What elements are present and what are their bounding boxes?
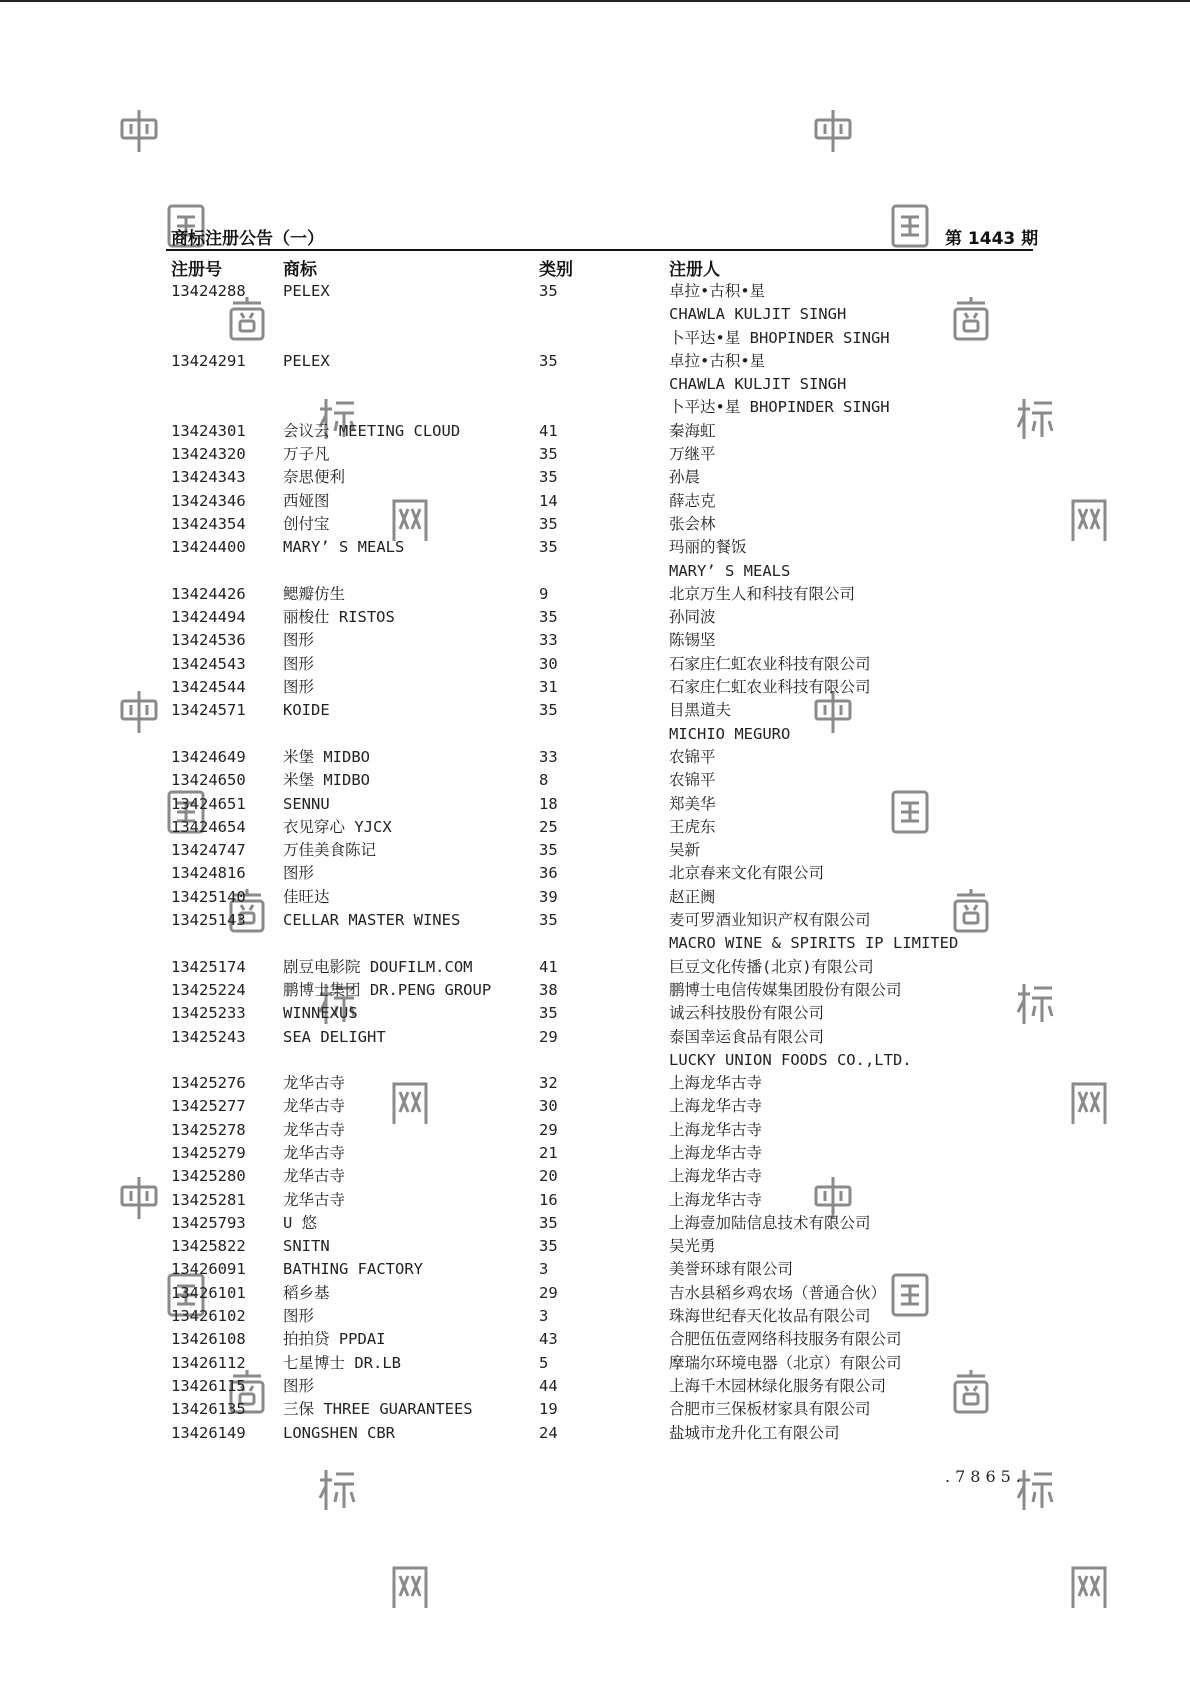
class-cell: 38 <box>539 980 558 999</box>
reg-no-cell: 13424291 <box>171 351 246 370</box>
wang-watermark-icon <box>1069 1564 1109 1610</box>
owner-cell: 卜平达•星 BHOPINDER SINGH <box>669 398 890 417</box>
table-row <box>0 1026 1190 1049</box>
table-row <box>0 862 1190 885</box>
owner-cell: 泰国幸运食品有限公司 <box>669 1027 825 1046</box>
owner-cell: 吉水县稻乡鸡农场（普通合伙） <box>669 1283 887 1302</box>
table-row <box>0 653 1190 676</box>
mark-cell: 图形 <box>283 1307 315 1326</box>
table-row <box>0 1352 1190 1375</box>
mark-cell: MARY’ S MEALS <box>283 538 405 557</box>
table-row <box>0 1305 1190 1328</box>
reg-no-cell: 13424651 <box>171 794 246 813</box>
table-row <box>0 1072 1190 1095</box>
mark-cell: 龙华古寺 <box>283 1097 346 1116</box>
mark-cell: WINNEXUS <box>283 1004 358 1023</box>
zhong-watermark-icon <box>119 108 159 154</box>
table-row <box>0 1282 1190 1305</box>
reg-no-cell: 13425278 <box>171 1120 246 1139</box>
owner-cell: MARY’ S MEALS <box>669 561 791 580</box>
reg-no-cell: 13425243 <box>171 1027 246 1046</box>
owner-cell: 上海龙华古寺 <box>669 1143 763 1162</box>
class-cell: 8 <box>539 771 549 790</box>
top-border <box>0 0 1190 2</box>
trademark-table <box>0 280 1190 1445</box>
class-cell: 35 <box>539 911 558 930</box>
table-row <box>0 746 1190 769</box>
class-cell: 41 <box>539 957 558 976</box>
owner-cell: 摩瑞尔环境电器（北京）有限公司 <box>669 1353 902 1372</box>
class-cell: 35 <box>539 701 558 720</box>
table-row <box>0 1422 1190 1445</box>
biao-watermark-icon <box>317 1466 357 1512</box>
owner-cell: MACRO WINE & SPIRITS IP LIMITED <box>669 934 959 953</box>
mark-cell: 图形 <box>283 1376 315 1395</box>
owner-cell: 上海龙华古寺 <box>669 1167 763 1186</box>
owner-cell: MICHIO MEGURO <box>669 724 791 743</box>
class-cell: 35 <box>539 1213 558 1232</box>
table-row <box>0 536 1190 559</box>
reg-no-cell: 13424654 <box>171 817 246 836</box>
page-title: 商标注册公告（一） <box>171 229 324 249</box>
class-cell: 16 <box>539 1190 558 1209</box>
table-row <box>0 606 1190 629</box>
class-cell: 19 <box>539 1400 558 1419</box>
owner-cell: 上海壹加陆信息技术有限公司 <box>669 1213 871 1232</box>
guo-watermark-icon <box>890 203 930 249</box>
mark-cell: 会议云 MEETING CLOUD <box>283 421 461 440</box>
table-row <box>0 560 1190 583</box>
reg-no-cell: 13424571 <box>171 701 246 720</box>
page-number: .7865. <box>945 1467 1026 1486</box>
table-row <box>0 839 1190 862</box>
mark-cell: 图形 <box>283 631 315 650</box>
wang-watermark-icon <box>390 1564 430 1610</box>
owner-cell: 秦海虹 <box>669 421 716 440</box>
table-row <box>0 932 1190 955</box>
owner-cell: 上海龙华古寺 <box>669 1190 763 1209</box>
table-row <box>0 490 1190 513</box>
owner-cell: 卜平达•星 BHOPINDER SINGH <box>669 328 890 347</box>
column-header-class: 类别 <box>539 260 573 280</box>
class-cell: 35 <box>539 538 558 557</box>
reg-no-cell: 13424747 <box>171 841 246 860</box>
mark-cell: U 悠 <box>283 1213 318 1232</box>
table-row <box>0 303 1190 326</box>
table-row <box>0 699 1190 722</box>
mark-cell: 图形 <box>283 864 315 883</box>
class-cell: 43 <box>539 1330 558 1349</box>
reg-no-cell: 13424346 <box>171 491 246 510</box>
reg-no-cell: 13424301 <box>171 421 246 440</box>
table-row <box>0 1375 1190 1398</box>
class-cell: 35 <box>539 282 558 300</box>
reg-no-cell: 13425793 <box>171 1213 246 1232</box>
table-row <box>0 979 1190 1002</box>
reg-no-cell: 13424320 <box>171 445 246 464</box>
mark-cell: 米堡 MIDBO <box>283 771 370 790</box>
class-cell: 3 <box>539 1307 549 1326</box>
class-cell: 33 <box>539 747 558 766</box>
table-row <box>0 1212 1190 1235</box>
owner-cell: 王虎东 <box>669 817 716 836</box>
class-cell: 33 <box>539 631 558 650</box>
mark-cell: 龙华古寺 <box>283 1143 346 1162</box>
mark-cell: 万子凡 <box>283 445 330 464</box>
reg-no-cell: 13426112 <box>171 1353 246 1372</box>
owner-cell: 上海龙华古寺 <box>669 1120 763 1139</box>
table-row <box>0 769 1190 792</box>
owner-cell: 陈锡坚 <box>669 631 716 650</box>
table-row <box>0 909 1190 932</box>
class-cell: 30 <box>539 1097 558 1116</box>
table-row <box>0 1189 1190 1212</box>
class-cell: 41 <box>539 421 558 440</box>
reg-no-cell: 13424543 <box>171 654 246 673</box>
table-row <box>0 280 1190 303</box>
class-cell: 20 <box>539 1167 558 1186</box>
class-cell: 14 <box>539 491 558 510</box>
reg-no-cell: 13424426 <box>171 584 246 603</box>
class-cell: 30 <box>539 654 558 673</box>
table-row <box>0 1049 1190 1072</box>
reg-no-cell: 13425233 <box>171 1004 246 1023</box>
owner-cell: 万继平 <box>669 445 716 464</box>
table-row <box>0 1328 1190 1351</box>
mark-cell: LONGSHEN CBR <box>283 1423 395 1442</box>
class-cell: 29 <box>539 1283 558 1302</box>
table-row <box>0 1002 1190 1025</box>
mark-cell: SEA DELIGHT <box>283 1027 386 1046</box>
class-cell: 39 <box>539 887 558 906</box>
mark-cell: 丽梭仕 RISTOS <box>283 608 395 627</box>
class-cell: 25 <box>539 817 558 836</box>
table-row <box>0 1235 1190 1258</box>
issue-number: 第 1443 期 <box>945 229 1039 249</box>
zhong-watermark-icon <box>813 108 853 154</box>
owner-cell: 孙晨 <box>669 468 701 487</box>
mark-cell: BATHING FACTORY <box>283 1260 423 1279</box>
mark-cell: 图形 <box>283 654 315 673</box>
reg-no-cell: 13426149 <box>171 1423 246 1442</box>
class-cell: 35 <box>539 514 558 533</box>
owner-cell: 薛志克 <box>669 491 716 510</box>
mark-cell: PELEX <box>283 282 330 300</box>
reg-no-cell: 13425277 <box>171 1097 246 1116</box>
owner-cell: 巨豆文化传播(北京)有限公司 <box>669 957 874 976</box>
owner-cell: 张会林 <box>669 514 716 533</box>
reg-no-cell: 13426101 <box>171 1283 246 1302</box>
class-cell: 21 <box>539 1143 558 1162</box>
owner-cell: 孙同波 <box>669 608 716 627</box>
class-cell: 5 <box>539 1353 549 1372</box>
mark-cell: 龙华古寺 <box>283 1190 346 1209</box>
mark-cell: SENNU <box>283 794 330 813</box>
owner-cell: 吴新 <box>669 841 701 860</box>
class-cell: 24 <box>539 1423 558 1442</box>
owner-cell: 合肥伍伍壹网络科技服务有限公司 <box>669 1330 902 1349</box>
class-cell: 32 <box>539 1074 558 1093</box>
owner-cell: 郑美华 <box>669 794 716 813</box>
table-row <box>0 583 1190 606</box>
reg-no-cell: 13424288 <box>171 282 246 300</box>
mark-cell: KOIDE <box>283 701 330 720</box>
owner-cell: 麦可罗酒业知识产权有限公司 <box>669 911 871 930</box>
owner-cell: 农锦平 <box>669 771 716 790</box>
class-cell: 35 <box>539 1004 558 1023</box>
table-row <box>0 327 1190 350</box>
mark-cell: 西娅图 <box>283 491 330 510</box>
column-header-mark: 商标 <box>283 260 317 280</box>
mark-cell: 拍拍贷 PPDAI <box>283 1330 386 1349</box>
reg-no-cell: 13424354 <box>171 514 246 533</box>
class-cell: 31 <box>539 678 558 697</box>
table-row <box>0 816 1190 839</box>
reg-no-cell: 13424816 <box>171 864 246 883</box>
column-header-reg-no: 注册号 <box>171 260 222 280</box>
class-cell: 44 <box>539 1376 558 1395</box>
owner-cell: 诚云科技股份有限公司 <box>669 1004 825 1023</box>
reg-no-cell: 13426108 <box>171 1330 246 1349</box>
table-row <box>0 396 1190 419</box>
header-rule <box>166 249 1033 251</box>
owner-cell: 盐城市龙升化工有限公司 <box>669 1423 840 1442</box>
owner-cell: 玛丽的餐饭 <box>669 538 747 557</box>
table-row <box>0 629 1190 652</box>
owner-cell: 上海龙华古寺 <box>669 1097 763 1116</box>
class-cell: 35 <box>539 608 558 627</box>
reg-no-cell: 13424494 <box>171 608 246 627</box>
class-cell: 35 <box>539 841 558 860</box>
mark-cell: 衣见穿心 YJCX <box>283 817 392 836</box>
class-cell: 29 <box>539 1027 558 1046</box>
table-row <box>0 420 1190 443</box>
mark-cell: 龙华古寺 <box>283 1120 346 1139</box>
table-row <box>0 956 1190 979</box>
owner-cell: 合肥市三保板材家具有限公司 <box>669 1400 871 1419</box>
reg-no-cell: 13425140 <box>171 887 246 906</box>
mark-cell: 剧豆电影院 DOUFILM.COM <box>283 957 473 976</box>
reg-no-cell: 13424649 <box>171 747 246 766</box>
owner-cell: 鹏博士电信传媒集团股份有限公司 <box>669 980 902 999</box>
table-row <box>0 443 1190 466</box>
table-row <box>0 1398 1190 1421</box>
reg-no-cell: 13425281 <box>171 1190 246 1209</box>
owner-cell: CHAWLA KULJIT SINGH <box>669 305 847 324</box>
reg-no-cell: 13425276 <box>171 1074 246 1093</box>
class-cell: 35 <box>539 445 558 464</box>
table-row <box>0 1165 1190 1188</box>
reg-no-cell: 13425280 <box>171 1167 246 1186</box>
mark-cell: 佳旺达 <box>283 887 330 906</box>
owner-cell: 卓拉•古积•星 <box>669 282 766 300</box>
class-cell: 35 <box>539 1237 558 1256</box>
mark-cell: 奈思便利 <box>283 468 346 487</box>
table-row <box>0 350 1190 373</box>
class-cell: 18 <box>539 794 558 813</box>
table-row <box>0 723 1190 746</box>
owner-cell: 上海龙华古寺 <box>669 1074 763 1093</box>
mark-cell: 鹏博士集团 DR.PENG GROUP <box>283 980 492 999</box>
owner-cell: 北京万生人和科技有限公司 <box>669 584 856 603</box>
table-row <box>0 466 1190 489</box>
reg-no-cell: 13426091 <box>171 1260 246 1279</box>
reg-no-cell: 13425224 <box>171 980 246 999</box>
reg-no-cell: 13426102 <box>171 1307 246 1326</box>
table-row <box>0 1095 1190 1118</box>
class-cell: 35 <box>539 468 558 487</box>
class-cell: 29 <box>539 1120 558 1139</box>
table-row <box>0 1142 1190 1165</box>
owner-cell: LUCKY UNION FOODS CO.,LTD. <box>669 1050 912 1069</box>
class-cell: 35 <box>539 351 558 370</box>
table-row <box>0 886 1190 909</box>
owner-cell: 珠海世纪春天化妆品有限公司 <box>669 1307 871 1326</box>
table-row <box>0 373 1190 396</box>
owner-cell: 美誉环球有限公司 <box>669 1260 794 1279</box>
owner-cell: CHAWLA KULJIT SINGH <box>669 375 847 394</box>
table-row <box>0 1258 1190 1281</box>
table-row <box>0 1119 1190 1142</box>
table-row <box>0 793 1190 816</box>
reg-no-cell: 13424544 <box>171 678 246 697</box>
reg-no-cell: 13425143 <box>171 911 246 930</box>
table-row <box>0 513 1190 536</box>
reg-no-cell: 13425279 <box>171 1143 246 1162</box>
owner-cell: 目黑道夫 <box>669 701 732 720</box>
owner-cell: 吴光勇 <box>669 1237 716 1256</box>
mark-cell: CELLAR MASTER WINES <box>283 911 461 930</box>
reg-no-cell: 13426135 <box>171 1400 246 1419</box>
mark-cell: 七星博士 DR.LB <box>283 1353 401 1372</box>
reg-no-cell: 13424650 <box>171 771 246 790</box>
owner-cell: 卓拉•古积•星 <box>669 351 766 370</box>
owner-cell: 石家庄仁虹农业科技有限公司 <box>669 678 871 697</box>
owner-cell: 北京春来文化有限公司 <box>669 864 825 883</box>
table-row <box>0 676 1190 699</box>
mark-cell: 鳃瓣仿生 <box>283 584 346 603</box>
class-cell: 9 <box>539 584 549 603</box>
mark-cell: 米堡 MIDBO <box>283 747 370 766</box>
mark-cell: 创付宝 <box>283 514 330 533</box>
reg-no-cell: 13426115 <box>171 1376 246 1395</box>
column-header-owner: 注册人 <box>669 260 720 280</box>
reg-no-cell: 13424536 <box>171 631 246 650</box>
mark-cell: 龙华古寺 <box>283 1074 346 1093</box>
mark-cell: 龙华古寺 <box>283 1167 346 1186</box>
mark-cell: 稻乡基 <box>283 1283 330 1302</box>
reg-no-cell: 13424343 <box>171 468 246 487</box>
reg-no-cell: 13425822 <box>171 1237 246 1256</box>
owner-cell: 赵正阓 <box>669 887 716 906</box>
owner-cell: 上海千木园林绿化服务有限公司 <box>669 1376 887 1395</box>
class-cell: 36 <box>539 864 558 883</box>
mark-cell: 图形 <box>283 678 315 697</box>
owner-cell: 农锦平 <box>669 747 716 766</box>
mark-cell: PELEX <box>283 351 330 370</box>
mark-cell: 万佳美食陈记 <box>283 841 377 860</box>
reg-no-cell: 13424400 <box>171 538 246 557</box>
mark-cell: SNITN <box>283 1237 330 1256</box>
reg-no-cell: 13425174 <box>171 957 246 976</box>
mark-cell: 三保 THREE GUARANTEES <box>283 1400 473 1419</box>
class-cell: 3 <box>539 1260 549 1279</box>
owner-cell: 石家庄仁虹农业科技有限公司 <box>669 654 871 673</box>
